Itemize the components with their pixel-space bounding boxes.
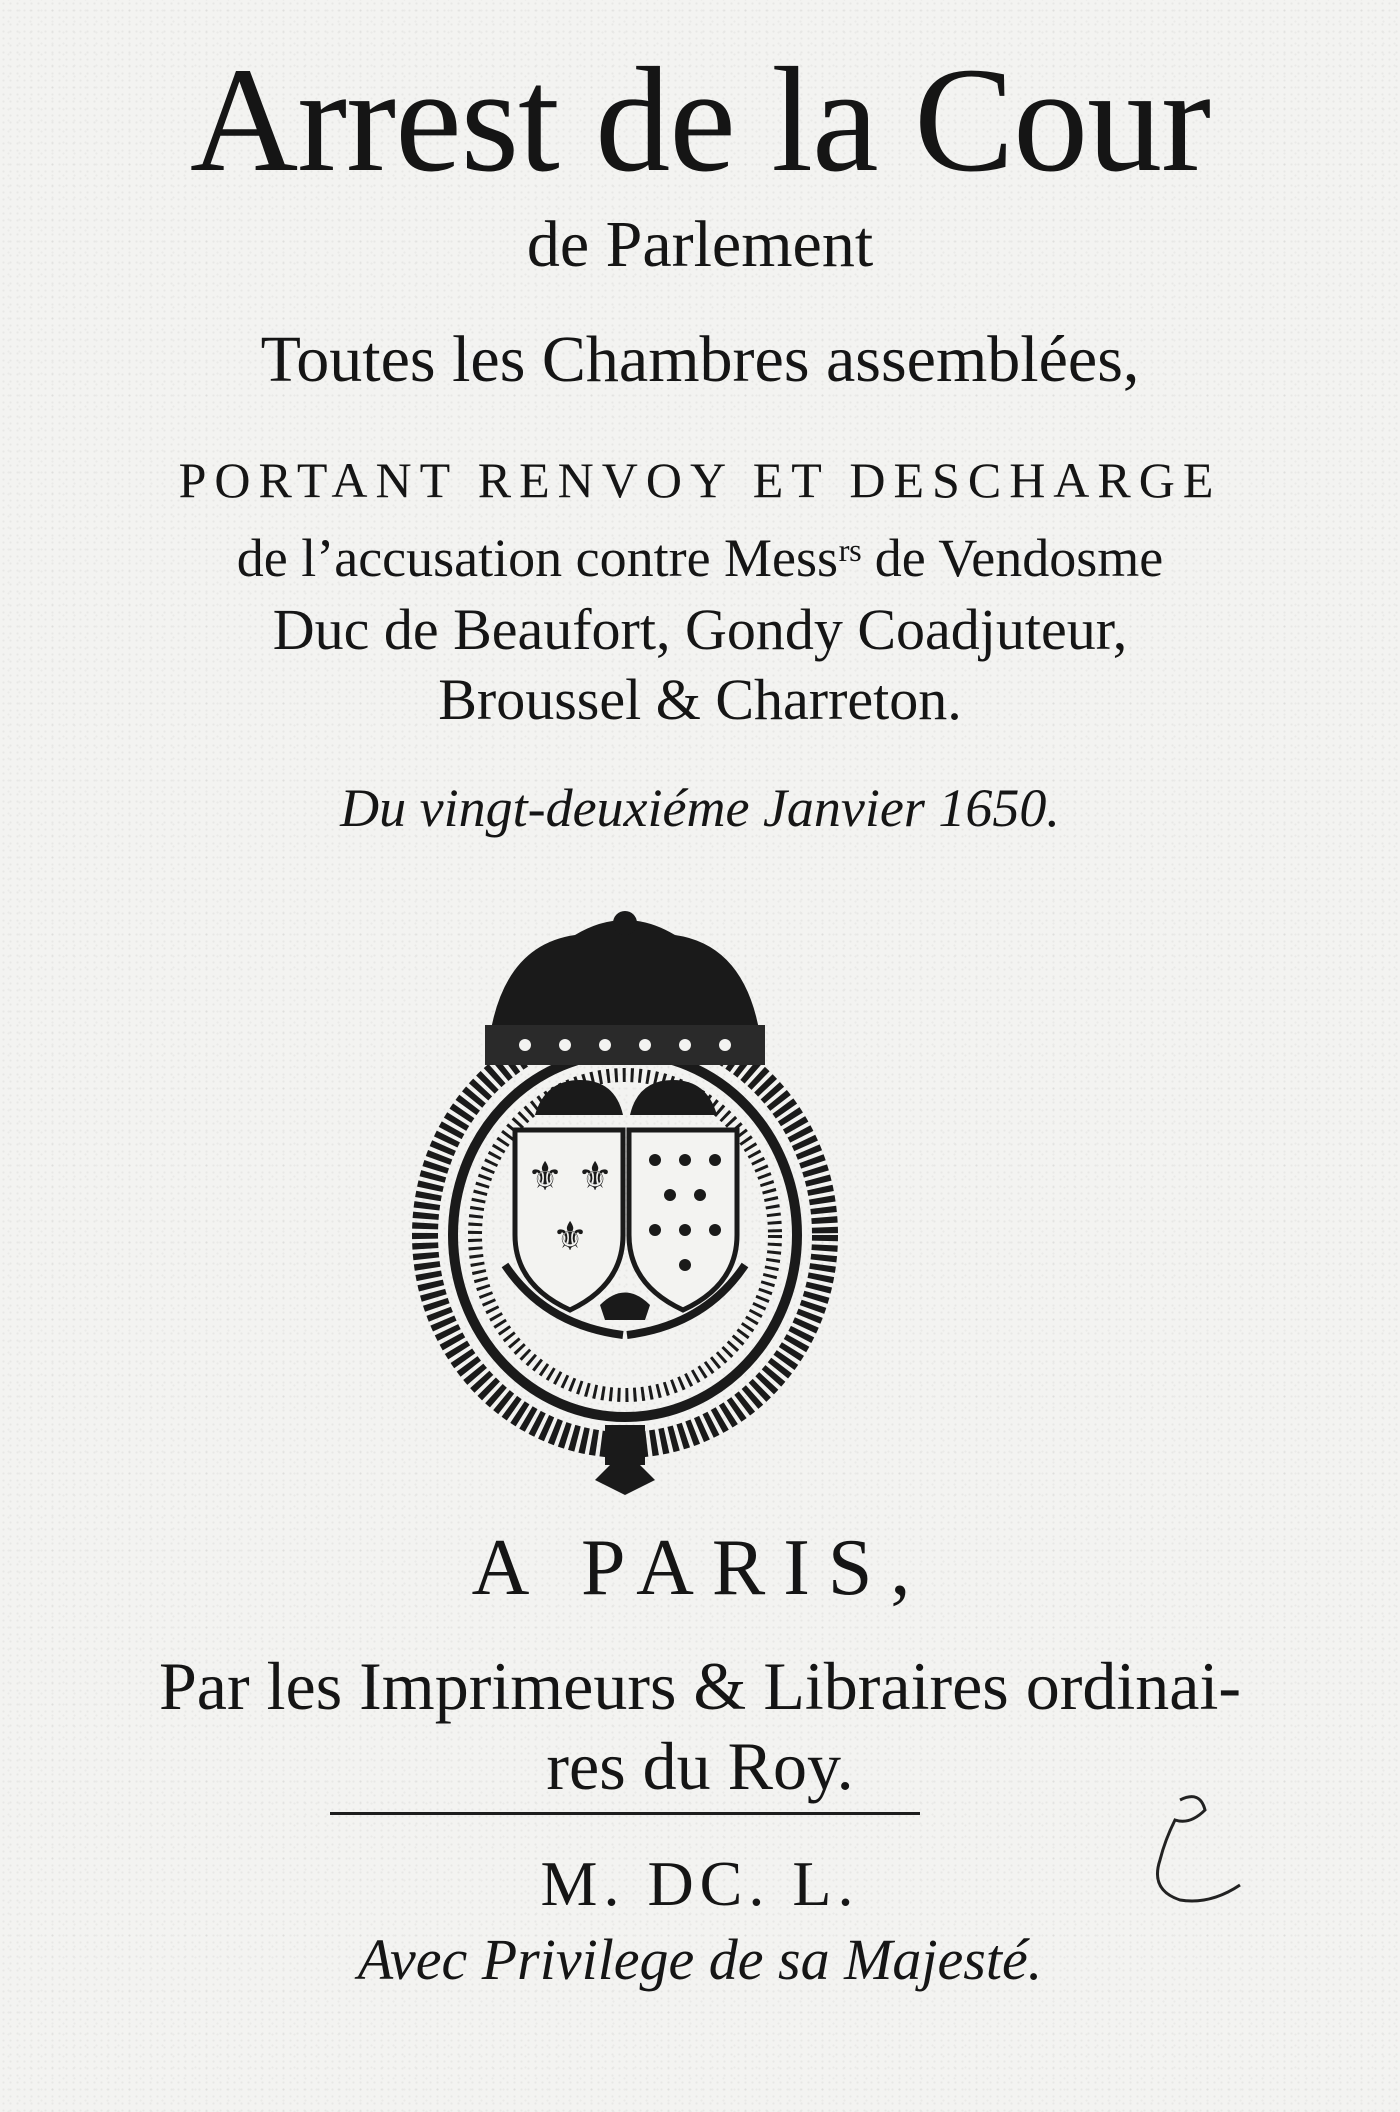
imprint-printer-line: res du Roy. [546,1728,854,1804]
handwritten-mark [1120,1780,1260,1930]
body-line: Duc de Beaufort, Gondy Coadjuteur, [272,597,1128,662]
imprint-printer-line: Par les Imprimeurs & Libraires ordinai- [158,1648,1242,1724]
subtitle-line: Toutes les Chambres assemblées, [260,323,1140,396]
subtitle-line: de Parlement [526,208,874,281]
document-title: Arrest de la Cour [189,37,1211,203]
royal-coat-of-arms-emblem [395,905,855,1495]
svg-text:⚜: ⚜ [527,1154,563,1200]
date-line: Du vingt-deuxiéme Janvier 1650. [340,778,1060,838]
heading-line: PORTANT RENVOY ET DESCHARGE [178,452,1222,508]
imprint-year: M. DC. L. [540,1848,860,1919]
svg-text:⚜: ⚜ [552,1214,588,1260]
privilege-line: Avec Privilege de sa Majesté. [357,1927,1043,1992]
svg-text:⚜: ⚜ [577,1154,613,1200]
divider-rule [330,1812,920,1815]
body-line: de l’accusation contre Messʳˢ de Vendosme [236,528,1164,588]
imprint-city: A PARIS, [471,1524,929,1612]
body-line: Broussel & Charreton. [438,667,962,732]
